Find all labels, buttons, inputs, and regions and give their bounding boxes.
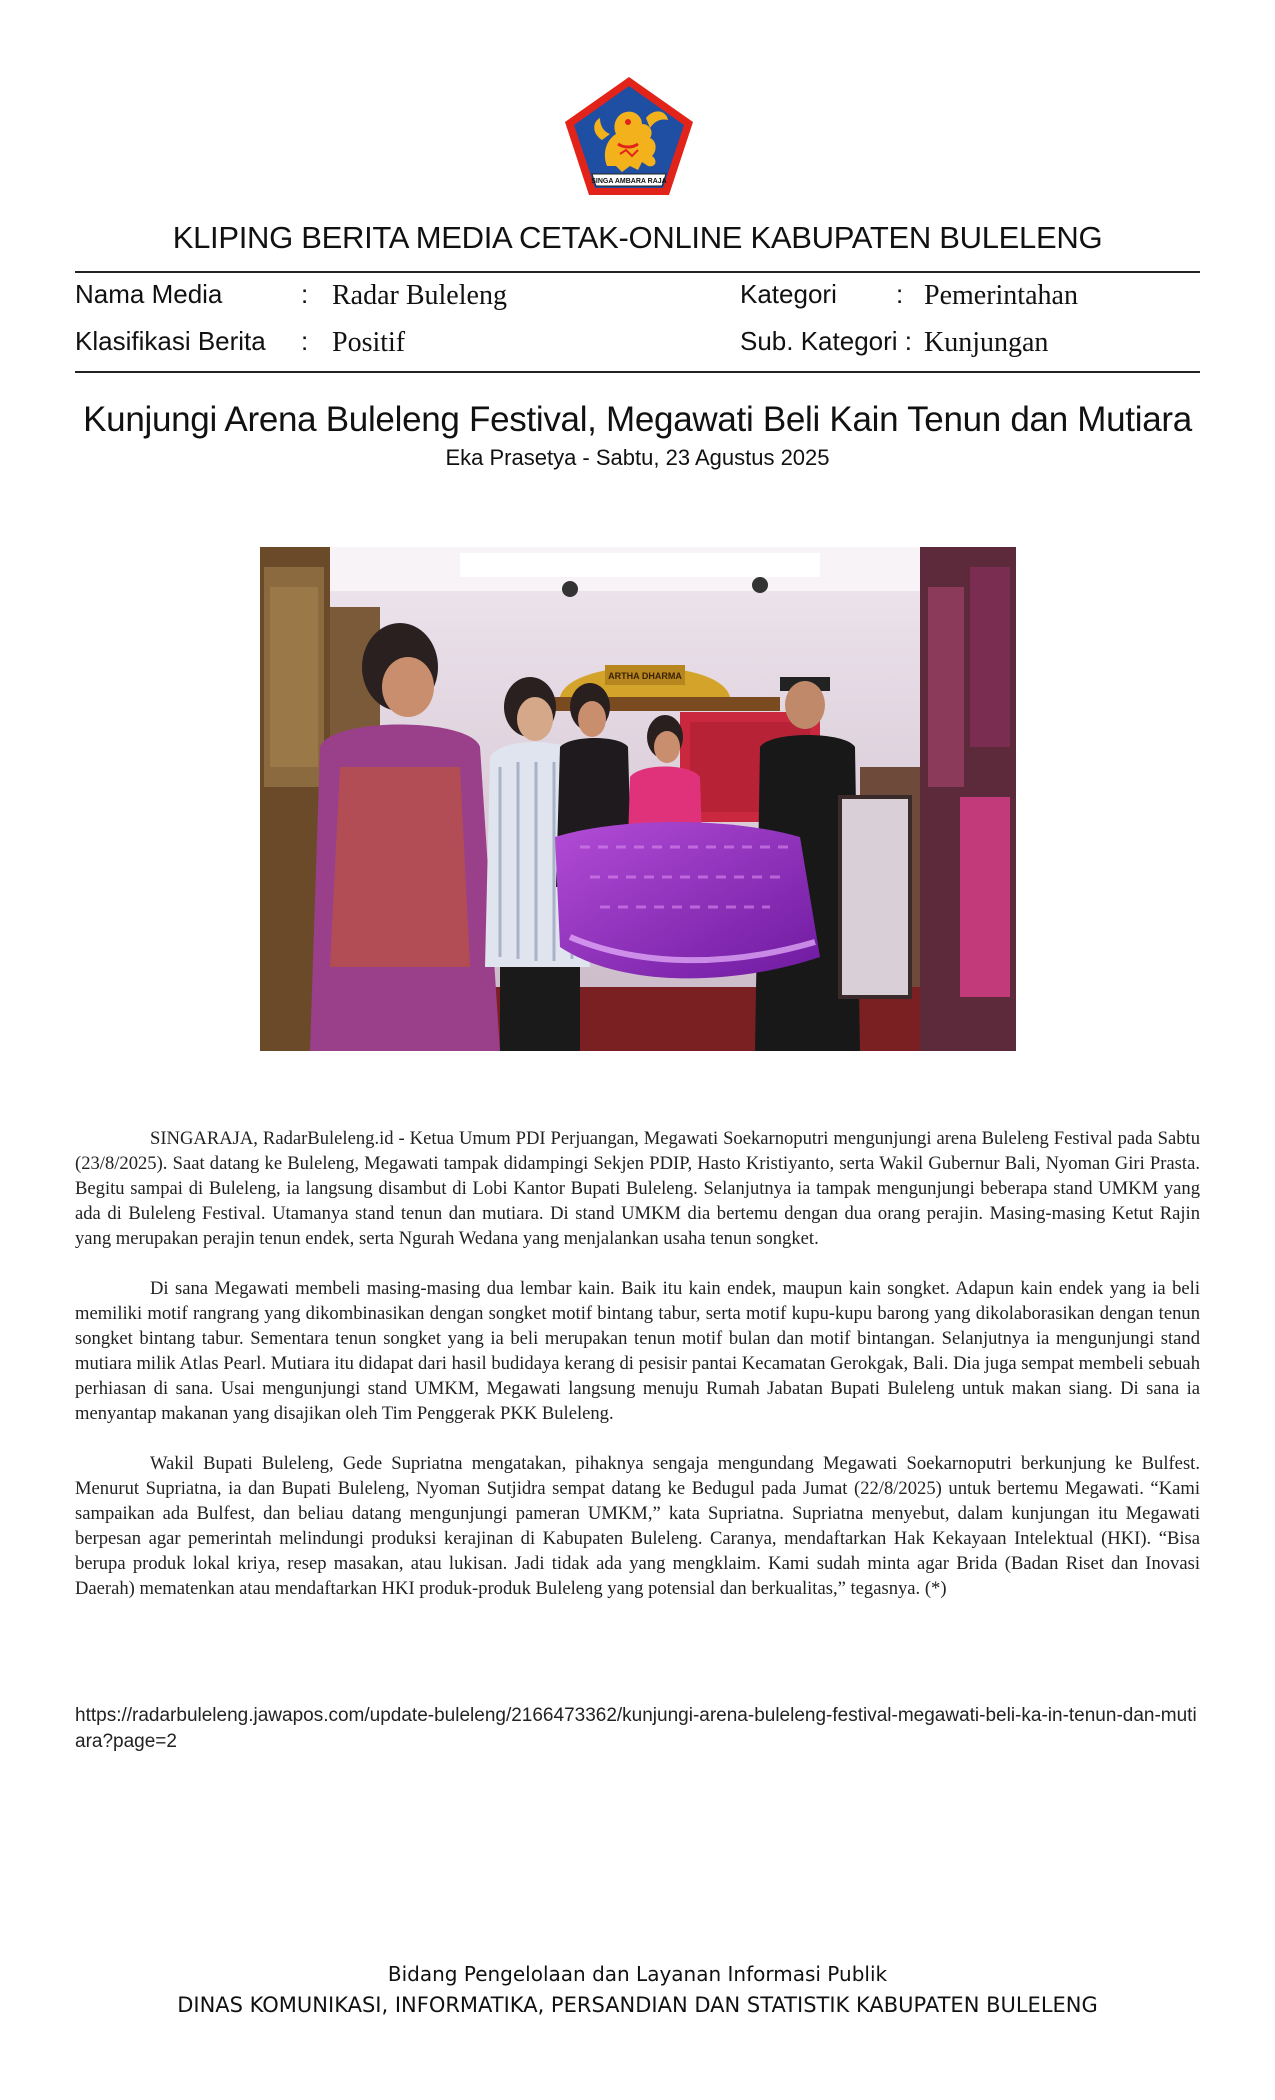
subkategori-label: Sub. Kategori : <box>740 326 912 356</box>
klasifikasi-label: Klasifikasi Berita <box>75 326 266 356</box>
logo-ribbon-text: SINGA AMBARA RAJA <box>591 178 667 185</box>
kategori-label: Kategori <box>740 279 837 309</box>
article-paragraph-3: Wakil Bupati Buleleng, Gede Supriatna mengatakan, pihaknya sengaja mengundang Megawati Soekarnoputri berkunjung ke Bulfest. Menurut Supriatna, ia dan Bupati Buleleng, Nyoman Sutjidra sempat datang ke Bedugul pada Jumat (22/8/2025) untuk bertemu Megawati. “Kami sampaikan ada Bulfest, dan beliau datang mengunjungi pameran UMKM,” kata Supriatna. Supriatna menyebut, dalam kunjungan itu Megawati berpesan agar pemerintah melindungi produksi kerajinan di Kabupaten Buleleng. Caranya, mendaftarkan Hak Kekayaan Intelektual (HKI). “Bisa berupa produk lokal kriya, resep masakan, atau lukisan. Jadi tidak ada yang mengklaim. Kami sudah minta agar Brida (Badan Riset dan Inovasi Daerah) mematenkan atau mendaftarkan HKI produk-produk Buleleng yang potensial dan berkualitas,” tegasnya. (*) <box>75 1453 1200 1599</box>
article-body <box>75 1126 1200 1626</box>
article-headline: Kunjungi Arena Buleleng Festival, Megawati Beli Kain Tenun dan Mutiara <box>83 400 1192 439</box>
subkategori-value: Kunjungan <box>924 327 1049 358</box>
media-colon: : <box>301 279 309 309</box>
kategori-colon: : <box>896 279 904 309</box>
header-rule-top <box>75 271 1200 273</box>
klasifikasi-colon: : <box>301 326 309 356</box>
article-byline: Eka Prasetya - Sabtu, 23 Agustus 2025 <box>445 445 830 470</box>
footer-line-1: Bidang Pengelolaan dan Layanan Informasi Publik <box>387 1962 888 1986</box>
media-label: Nama Media <box>75 279 223 309</box>
source-url[interactable]: https://radarbuleleng.jawapos.com/update-buleleng/2166473362/kunjungi-arena-buleleng-festival-megawati-beli-ka-in-tenun-dan-mutiara?page=2 <box>75 1705 1197 1752</box>
news-photo <box>260 547 1016 1051</box>
kliping-title: KLIPING BERITA MEDIA CETAK-ONLINE KABUPATEN BULELENG <box>172 220 1103 255</box>
header-rule-bottom <box>75 371 1200 373</box>
article-paragraph-1: SINGARAJA, RadarBuleleng.id - Ketua Umum PDI Perjuangan, Megawati Soekarnoputri mengunjungi arena Buleleng Festival pada Sabtu (23/8/2025). Saat datang ke Buleleng, Megawati tampak didampingi Sekjen PDIP, Hasto Kristiyanto, serta Wakil Gubernur Bali, Nyoman Giri Prasta. Begitu sampai di Buleleng, ia langsung disambut di Lobi Kantor Bupati Buleleng. Selanjutnya ia tampak mengunjungi beberapa stand UMKM yang ada di Buleleng Festival. Utamanya stand tenun dan mutiara. Di stand UMKM dia bertemu dengan dua orang perajin. Masing-masing Ketut Rajin yang merupakan perajin tenun endek, serta Ngurah Wedana yang menjalankan usaha tenun songket. <box>75 1128 1200 1249</box>
media-value: Radar Buleleng <box>332 280 507 311</box>
singa-ambara-raja-crest-icon <box>562 74 696 198</box>
klasifikasi-value: Positif <box>332 327 406 358</box>
footer-line-2: DINAS KOMUNIKASI, INFORMATIKA, PERSANDIAN DAN STATISTIK KABUPATEN BULELENG <box>177 1993 1098 2017</box>
article-paragraph-2: Di sana Megawati membeli masing-masing dua lembar kain. Baik itu kain endek, maupun kain songket. Adapun kain endek yang ia beli memiliki motif rangrang yang dikombinasikan dengan songket motif bintang tabur, serta motif kupu-kupu barong yang dikolaborasikan dengan tenun songket bintang tabur. Sementara tenun songket yang ia beli merupakan tenun motif bulan dan motif bintangan. Selanjutnya ia mengunjungi stand mutiara milik Atlas Pearl. Mutiara itu didapat dari hasil budidaya kerang di pesisir pantai Kecamatan Gerokgak, Bali. Dia juga sempat membeli sebuah perhiasan di sana. Usai mengunjungi stand UMKM, Megawati langsung menuju Rumah Jabatan Bupati Buleleng untuk makan siang. Di sana ia menyantap makanan yang disajikan oleh Tim Penggerak PKK Buleleng. <box>75 1278 1200 1424</box>
booth-sign-text: ARTHA DHARMA <box>608 671 682 681</box>
kategori-value: Pemerintahan <box>924 280 1078 311</box>
